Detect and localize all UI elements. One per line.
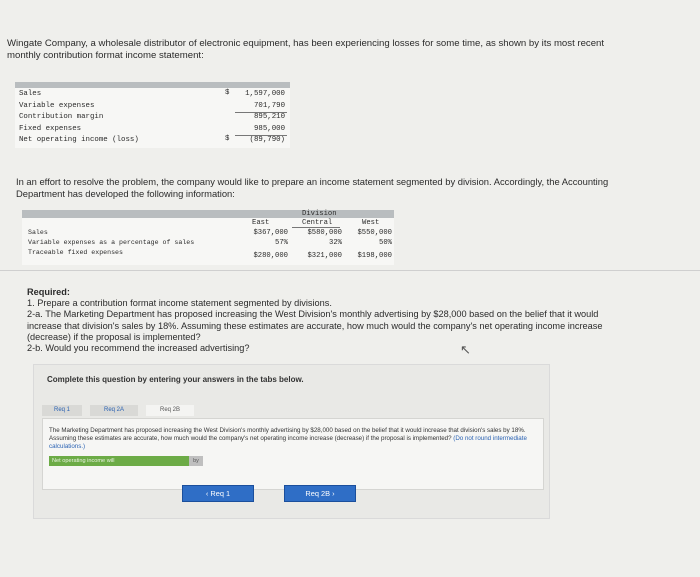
- cell: 57%: [275, 239, 288, 247]
- prev-button[interactable]: [182, 485, 254, 502]
- cell: 32%: [329, 239, 342, 247]
- statement-value: 985,000: [253, 124, 285, 133]
- next-button-label: Req 2B: [305, 489, 331, 498]
- statement-label: Variable expenses: [19, 101, 95, 110]
- cell: $280,000: [253, 252, 288, 260]
- column-east: East: [252, 219, 270, 227]
- tab-req-1[interactable]: Req 1: [42, 405, 82, 416]
- division-table: [22, 210, 394, 265]
- intro-text: Wingate Company, a wholesale distributor of electronic equipment, has been experiencing losses for some time, as shown by its most recent monthly contribution format income statement:: [7, 38, 605, 61]
- cell: $367,000: [253, 229, 288, 237]
- statement-value: 701,790: [253, 101, 285, 110]
- effort-text: In an effort to resolve the problem, the company would like to prepare an income statement segmented by division. Accordingly, the Accounting Department has developed the following information:: [16, 176, 609, 199]
- table-header-band: [22, 210, 394, 218]
- statement-value: 895,210: [253, 113, 285, 122]
- tab-req-2b[interactable]: Req 2B: [146, 405, 194, 416]
- cell: $550,000: [357, 229, 392, 237]
- division-title: Division: [302, 210, 337, 218]
- income-statement: [15, 82, 290, 148]
- answer-label: Net operating income will: [49, 456, 189, 466]
- required-item: 2-b. Would you recommend the increased advertising?: [27, 343, 250, 354]
- statement-label: Contribution margin: [19, 113, 104, 122]
- answer-dropdown[interactable]: by: [189, 456, 203, 466]
- row-label: Variable expenses as a percentage of sales: [28, 239, 195, 246]
- table-header-band: [15, 82, 290, 88]
- statement-label: Fixed expenses: [19, 124, 82, 133]
- task-description: The Marketing Department has proposed increasing the West Division's monthly advertising by $28,000 based on the belief that it would increase that division's sales by 18%. Assuming these estimates are accurate, how much would the company's net operating income increase (decrease) if the proposal is implemented?: [49, 427, 526, 442]
- divider: [235, 112, 287, 113]
- tab-req-2a[interactable]: Req 2A: [90, 405, 138, 416]
- required-heading: Required:: [27, 287, 70, 297]
- dollar-sign: $: [225, 135, 230, 143]
- cell: $321,000: [307, 252, 342, 260]
- chevron-right-icon: ›: [332, 489, 335, 498]
- mouse-cursor-icon: ↖: [460, 342, 471, 357]
- cell: $580,000: [307, 229, 342, 237]
- required-item: 1. Prepare a contribution format income statement segmented by divisions.: [27, 298, 332, 309]
- cell: $198,000: [357, 252, 392, 260]
- answer-panel: [33, 364, 550, 519]
- statement-value: (89,790): [249, 136, 285, 145]
- cell: 50%: [379, 239, 392, 247]
- section-divider: [0, 270, 700, 271]
- statement-value: 1,597,000: [245, 90, 285, 98]
- required-item: 2-a. The Marketing Department has proposed increasing the West Division's monthly advertising by $28,000 based on the belief that it would increase that division's sales by 18%. Assuming these estimates are accurate, how much would the company's net operating income increase (decrease) if the proposal is implemented?: [27, 309, 603, 342]
- row-label: Sales: [28, 229, 48, 236]
- instruction: Complete this question by entering your answers in the tabs below.: [47, 375, 304, 384]
- statement-label: Net operating income (loss): [19, 136, 139, 145]
- prev-button-label: Req 1: [210, 489, 231, 498]
- divider: [292, 227, 340, 228]
- dollar-sign: $: [225, 89, 230, 97]
- next-button[interactable]: [284, 485, 356, 502]
- divider: [235, 135, 287, 136]
- column-west: West: [362, 219, 380, 227]
- column-central: Central: [302, 219, 333, 227]
- statement-label: Sales: [19, 90, 42, 98]
- row-label: Traceable fixed expenses: [28, 249, 123, 256]
- task-text: [49, 427, 539, 450]
- tab-content: [42, 418, 544, 490]
- task-hint: (Do not round intermediate calculations.): [49, 434, 527, 450]
- chevron-left-icon: ‹: [205, 489, 209, 498]
- required-section: [27, 287, 627, 354]
